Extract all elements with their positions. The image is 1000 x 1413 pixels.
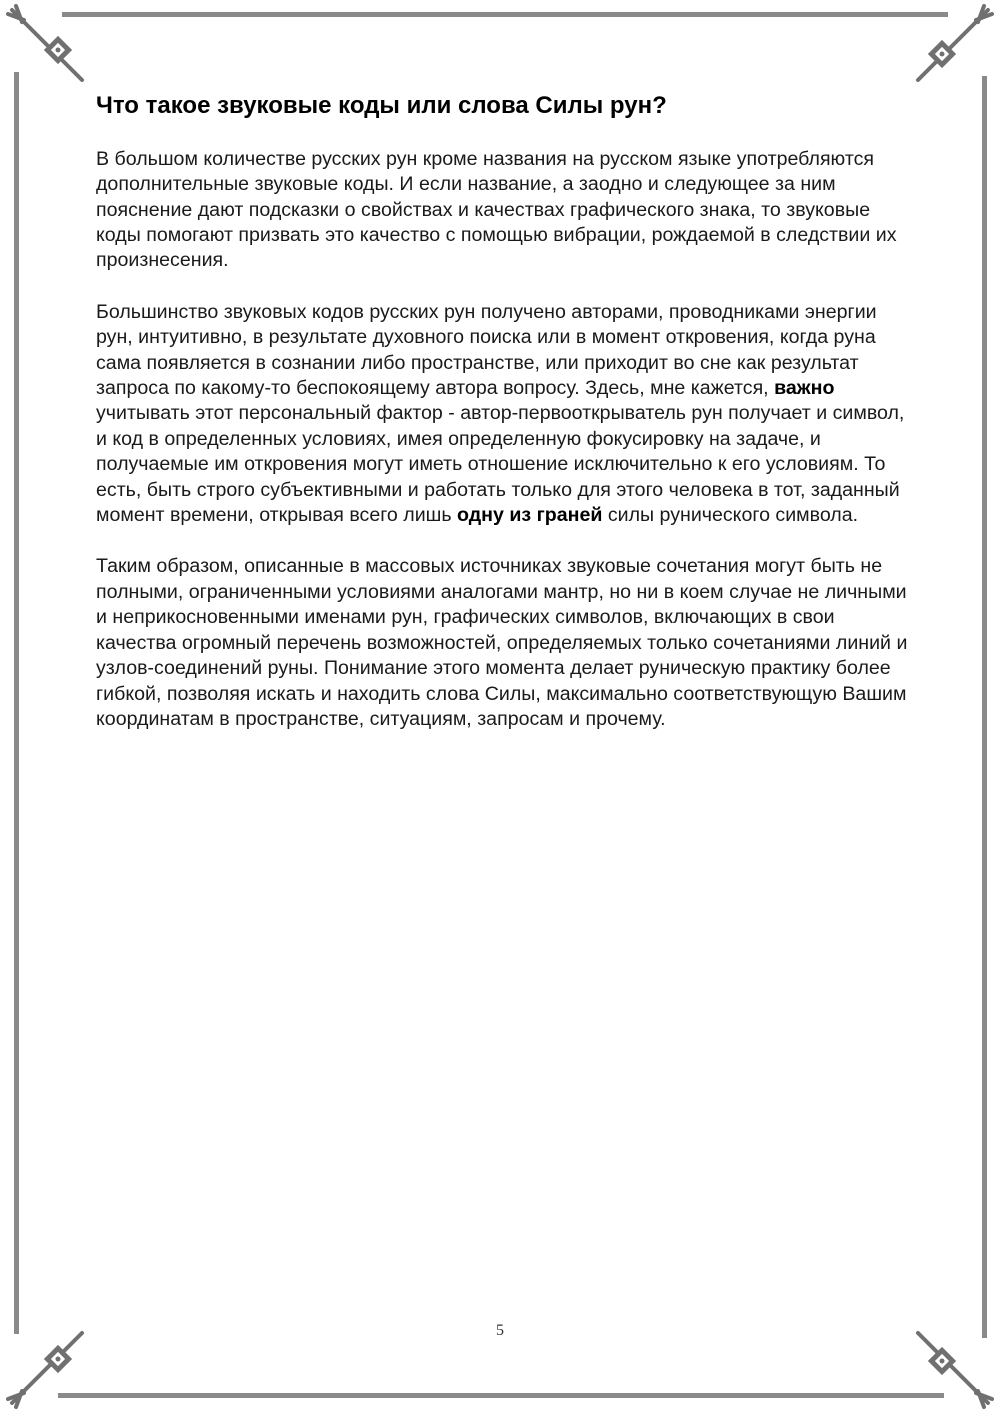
corner-ornament-top-left-icon bbox=[2, 0, 92, 90]
paragraph-2-bold-2: одну из граней bbox=[457, 504, 603, 527]
paragraph-3: Таким образом, описанные в массовых источниках звуковые сочетания могут быть не полными, ограниченными условиями аналогами мантр, но ни в коем случае не личными и неприкосновенными именами рун, графических символов, включающих в свои качества огромный перечень возможностей, определяемых только сочетаниями линий и узлов-соединений руны. Понимание этого момента делает руническую практику более гибкой, позволяя искать и находить слова Силы, максимально соответствующую Вашим координатам в пространстве, ситуациям, запросам и прочему. bbox=[96, 555, 908, 730]
paragraph-2-bold-1: важно bbox=[774, 377, 835, 400]
page-number: 5 bbox=[496, 1322, 504, 1339]
corner-ornament-top-right-icon bbox=[908, 0, 998, 90]
paragraph-1: В большом количестве русских рун кроме названия на русском языке употребляются дополнительные звуковые коды. И если название, а заодно и следующее за ним пояснение дают подсказки о свойствах и качествах графического знака, то звуковые коды помогают призвать это качество с помощью вибрации, рождаемой в следствии их произнесения. bbox=[96, 147, 897, 272]
frame-border-right bbox=[982, 76, 987, 1338]
page-content bbox=[96, 92, 908, 758]
paragraph-2 bbox=[96, 300, 908, 529]
paragraph-2-text-3: силы рунического символа. bbox=[602, 504, 859, 527]
frame-border-top bbox=[62, 12, 948, 17]
paragraph-2-text-1: Большинство звуковых кодов русских рун получено авторами, проводниками энергии рун, интуитивно, в результате духовного поиска или в момент откровения, когда руна сама появляется в сознании либо пространстве, или приходит во сне как результат запроса по какому-то беспокоящему автора вопросу. Здесь, мне кажется, bbox=[96, 300, 877, 400]
page-title: Что такое звуковые коды или слова Силы рун? bbox=[96, 92, 667, 119]
paragraph-2-text-2: учитывать этот персональный фактор - автор-первооткрыватель рун получает и символ, и код в определенных условиях, имея определенную фокусировку на задаче, и получаемые им откровения могут иметь отношение исключительно к его условиям. То есть, быть строго субъективными и работать только для этого человека в тот, заданный момент времени, открывая всего лишь bbox=[96, 402, 905, 527]
frame-border-bottom bbox=[58, 1393, 944, 1398]
frame-border-left bbox=[14, 72, 19, 1334]
